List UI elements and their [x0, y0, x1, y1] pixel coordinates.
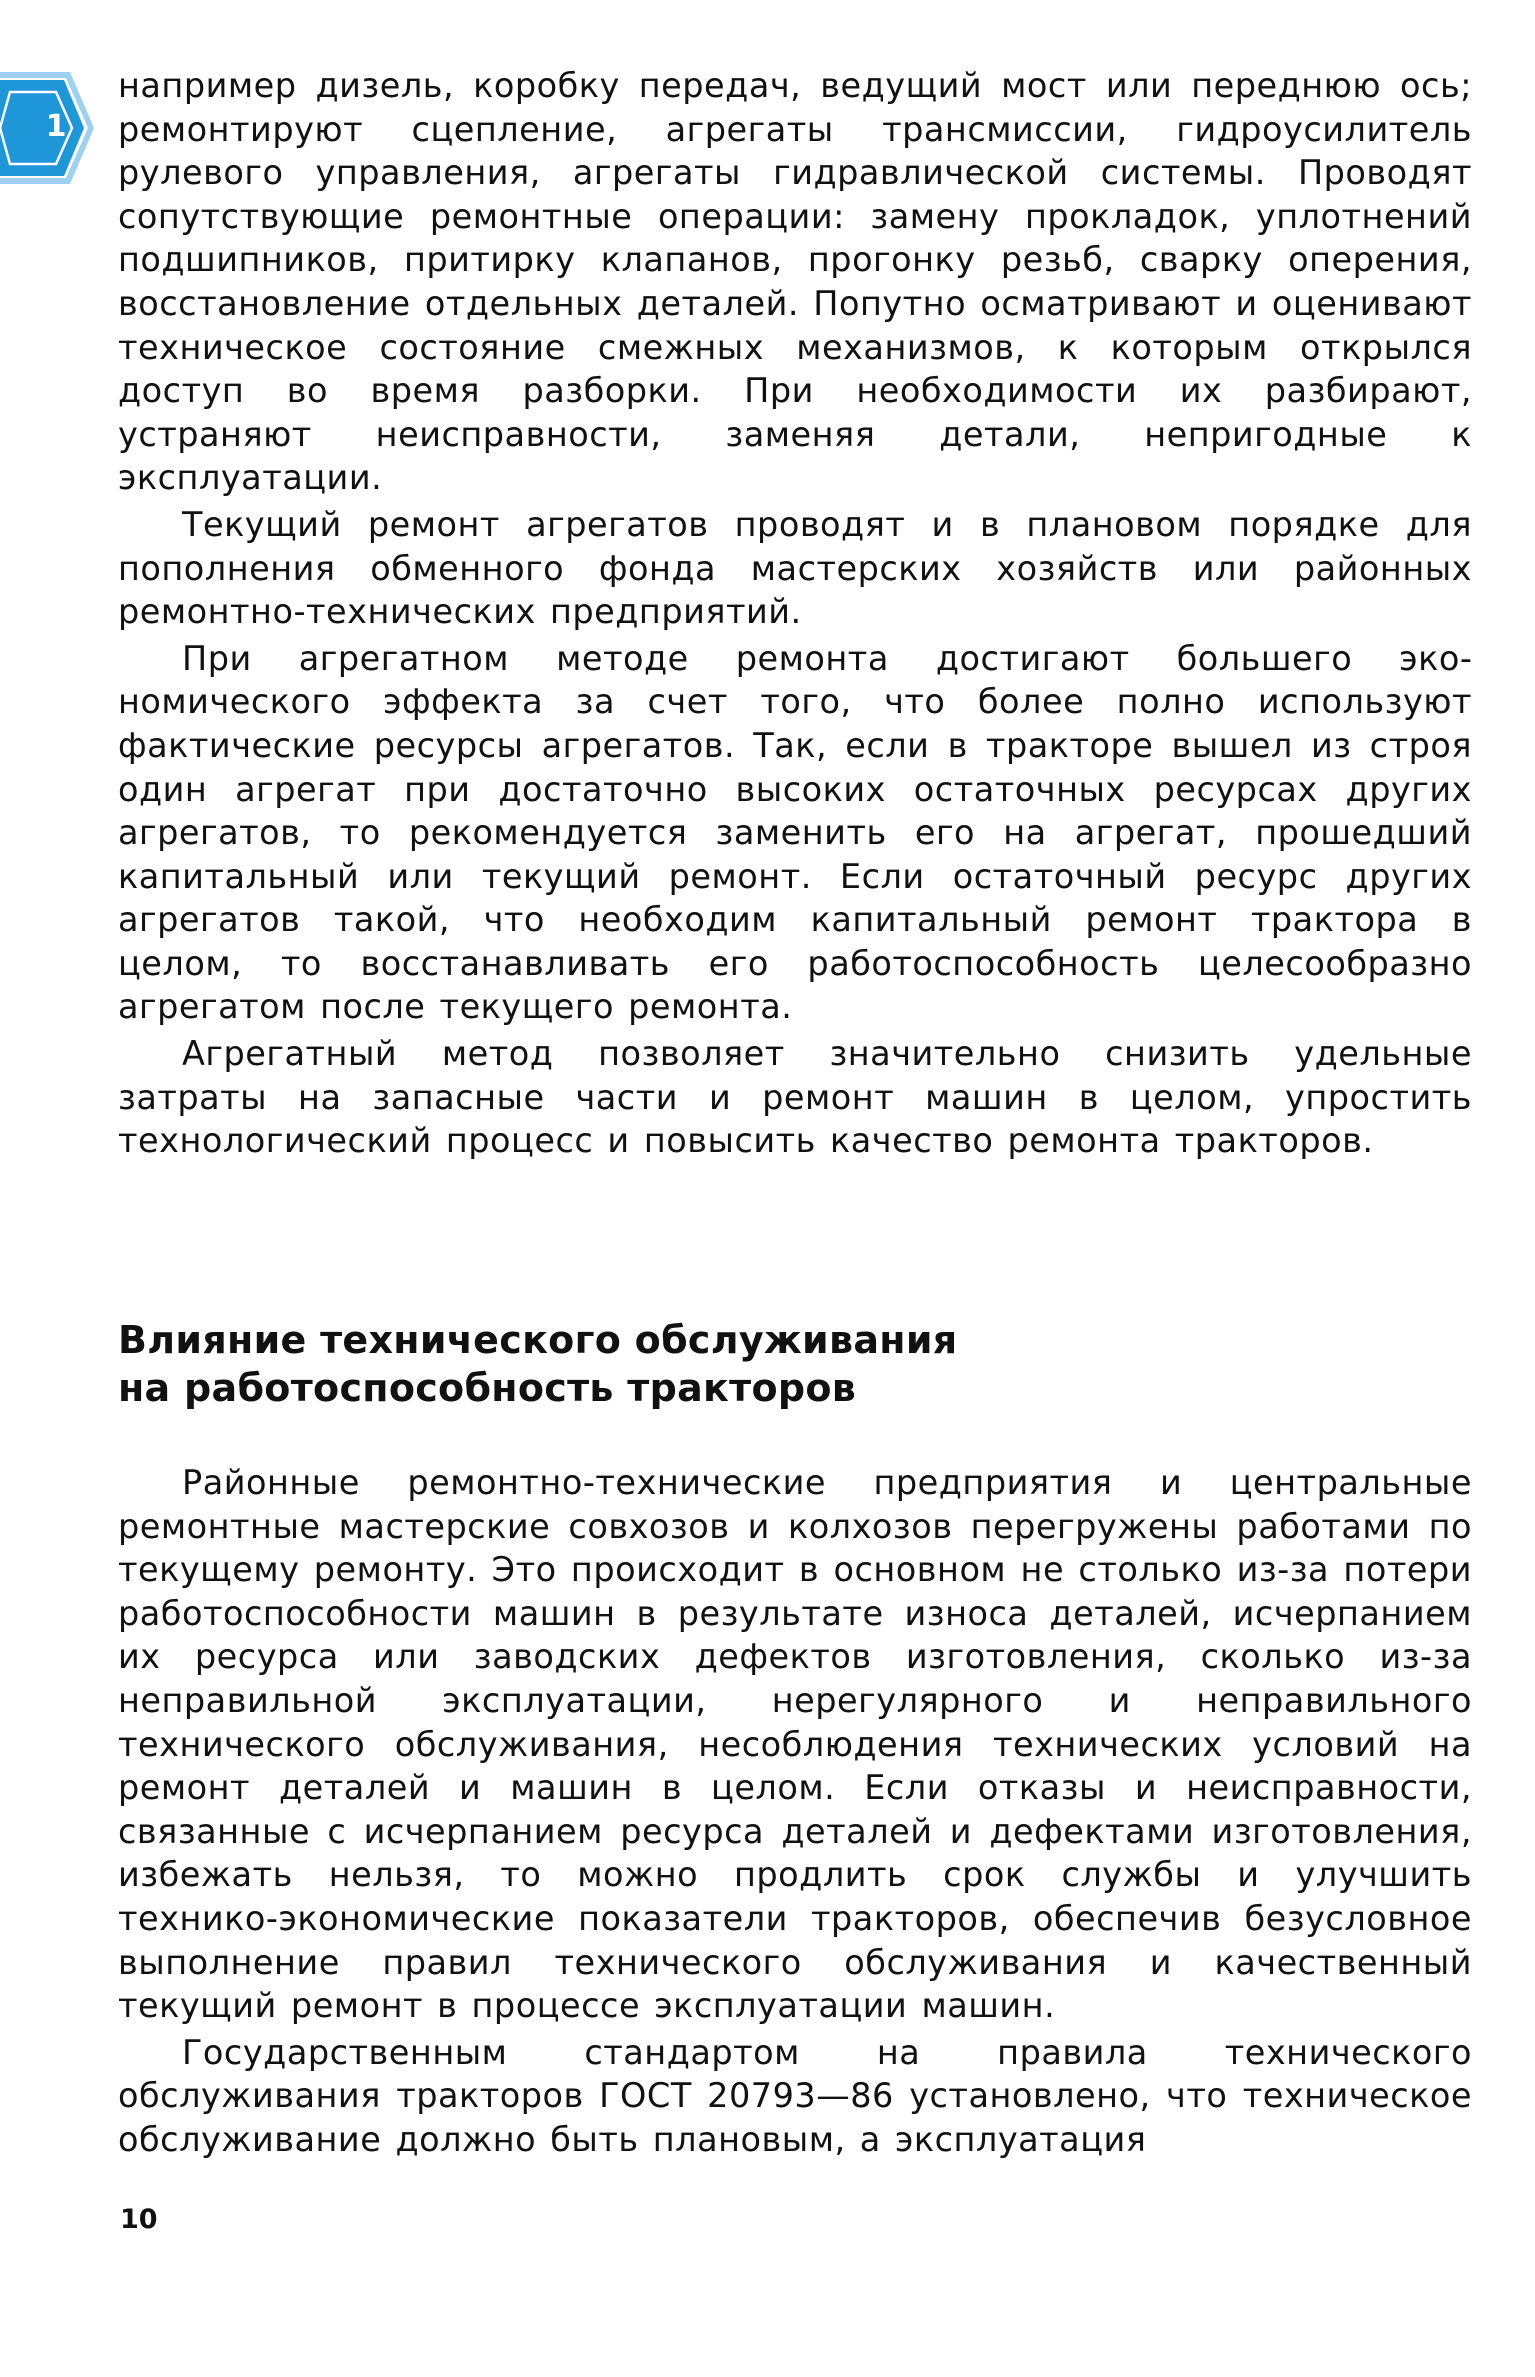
chapter-tab	[0, 66, 100, 191]
paragraph-1: например дизель, коробку передач, ведущий мост или переднюю ось; ремонтируют сцепление, агрегаты трансмиссии, гидроусилитель рулевого управления, агрегаты гидравлической системы. Проводят сопутствующие ремонтные операции: замену прокладок, уплотнений подшипников, притирку клапанов, прогонку резьб, сварку оперения, восстановление отдельных деталей. Попутно осматривают и оценивают техническое состояние смежных механизмов, к которым открылся доступ во время разборки. При необходимости их разбирают, устраняют неисправности, заменяя детали, непригодные к эксплуатации.	[118, 66, 1472, 498]
chapter-number: 1	[45, 109, 67, 144]
section-heading-line-1: Влияние технического обслуживания	[118, 1318, 958, 1362]
section-heading	[118, 1316, 1218, 1412]
section-2-body	[118, 1458, 1472, 2162]
paragraph-2: Текущий ремонт агрегатов проводят и в плановом порядке для пополнения обменного фонда мастерских хозяйств или районных ремонтно-технических предприятий.	[118, 504, 1472, 632]
section-heading-line-2: на работоспособность тракторов	[118, 1366, 857, 1410]
paragraph-6: Государственным стандартом на правила технического обслуживания тракторов ГОСТ 20793—86 установлено, что техническое обслуживание должно быть плановым, а эксплуатация	[118, 2032, 1472, 2159]
paragraph-5: Районные ремонтно-технические предприятия и центральные ремонтные мастерские совхозов и колхозов перегружены работами по текущему ремонту. Это происходит в основном не столько из-за потери работоспособности машин в результате износа деталей, исчерпанием их ресурса или заводских дефектов изготовления, сколько из-за неправильной эксплуатации, нерегулярного и неправильного технического обслуживания, несоблюдения технических условий на ремонт деталей и машин в целом. Если отказы и неисправности, связанные с исчерпанием ресурса деталей и дефектами изготовления, избежать нельзя, то можно продлить срок службы и улучшить технико-экономические показатели тракторов, обеспечив безусловное выполнение правил технического обслуживания и качественный текущий ремонт в процессе эксплуатации машин.	[118, 1463, 1472, 2026]
section-1-body	[118, 64, 1472, 1163]
paragraph-3: При агрегатном методе ремонта достигают большего экономического эффекта за счет того, что более полно используют фактические ресурсы агрегатов. Так, если в тракторе вышел из строя один агрегат при достаточно высоких остаточных ресурсах других агрегатов, то рекомендуется заменить его на агрегат, прошедший капитальный или текущий ремонт. Если остаточный ресурс других агрегатов такой, что необходим капитальный ремонт трактора в целом, то восстанавливать его работоспособность целесообразно агрегатом после текущего ремонта.	[118, 638, 1472, 1027]
page-number: 10	[120, 2204, 158, 2235]
paragraph-4: Агрегатный метод позволяет значительно снизить удельные затраты на запасные части и ремонт машин в целом, упростить технологический процесс и повысить качество ремонта тракторов.	[118, 1034, 1472, 1161]
